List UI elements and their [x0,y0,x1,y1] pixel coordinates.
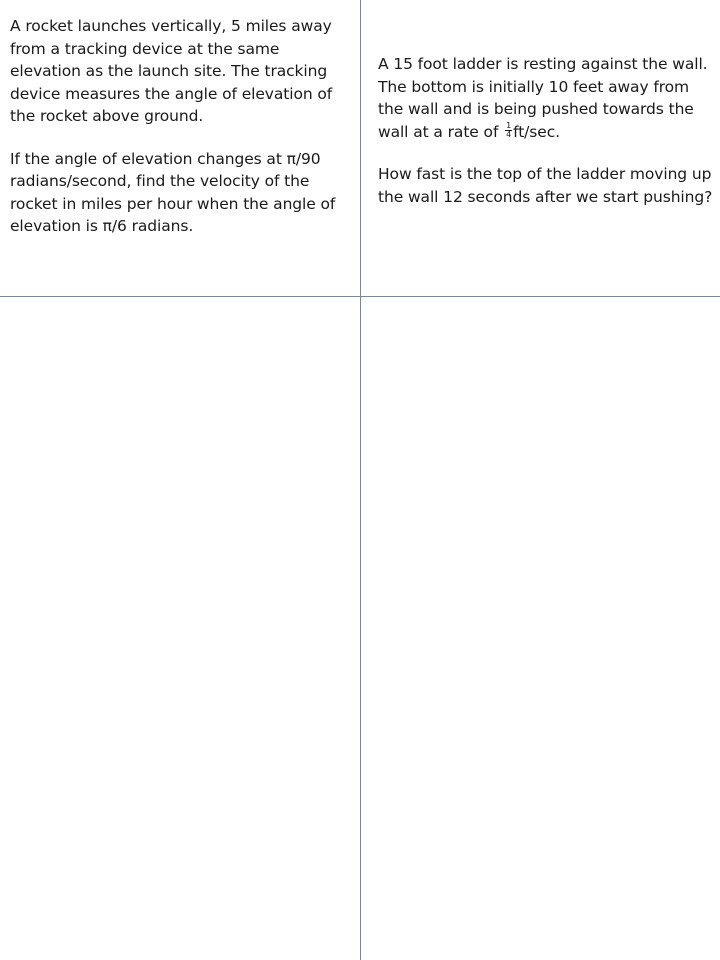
bottom-left-cell [0,297,360,960]
ladder-intro-text: A 15 foot ladder is resting against the wall. The bottom is initially 10 feet away from the wall and is being pushed towards the wall at a rate of [378,55,708,141]
ladder-rate-unit: ft/sec. [513,122,560,141]
rocket-problem-question: If the angle of elevation changes at π/90 radians/second, find the velocity of the rocket in miles per hour when the angle of elevation is π/6 radians. [10,149,336,235]
rate-denominator: 4 [506,129,512,139]
ladder-problem-intro [378,53,718,143]
bottom-right-cell [361,297,720,960]
rocket-problem [10,15,350,238]
rate-numerator: 1 [506,120,512,130]
rocket-problem-intro: A rocket launches vertically, 5 miles away from a tracking device at the same elevation as the launch site. The tracking device measures the angle of elevation of the rocket above ground. [10,17,333,125]
ladder-problem-question: How fast is the top of the ladder moving up the wall 12 seconds after we start pushing? [378,165,713,206]
rate-fraction [505,122,512,139]
ladder-problem [378,53,718,208]
